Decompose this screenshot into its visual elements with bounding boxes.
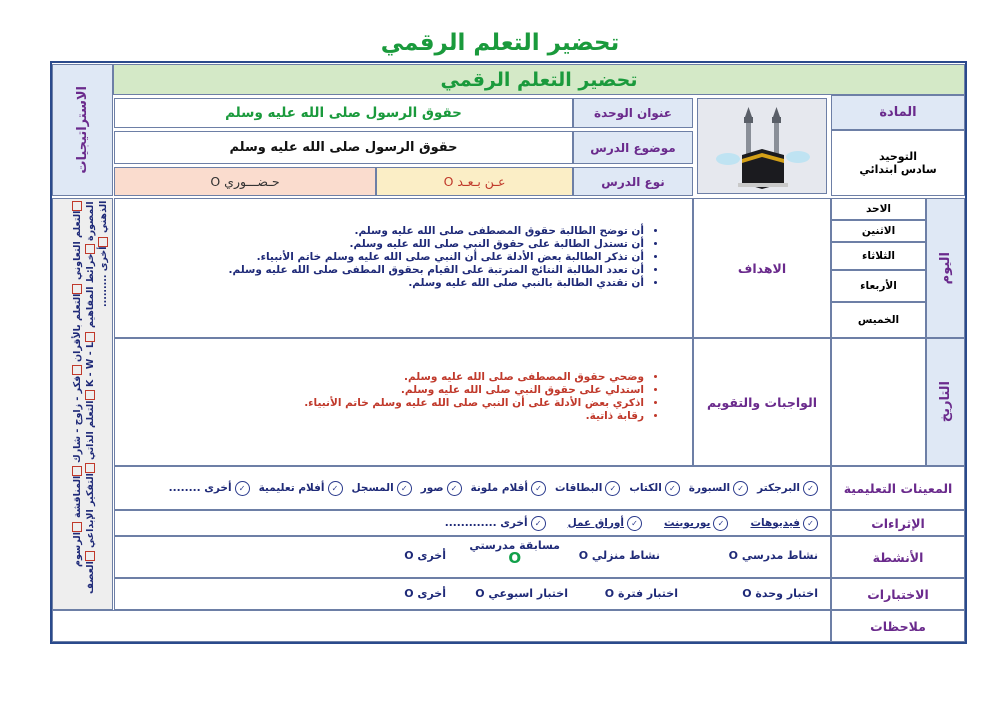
day-item-tuesday[interactable]: الثلاثاء [831,242,926,270]
aid-item[interactable]: ✓الكتاب [629,481,679,496]
teaching-aids-content [114,466,831,510]
homework-content [114,338,693,466]
activity-home[interactable]: نشاط منزلي O [578,549,660,562]
checkbox-icon [72,522,82,532]
lesson-topic-label: موضوع الدرس [573,131,693,164]
strategy-item[interactable]: العصف الذهني [85,201,109,594]
checkbox-icon [72,365,82,375]
homework-item: • اذكري بعض الأدلة على أن النبي صلى الله عليه وسلم خاتم الأنبياء. [115,397,644,410]
checkbox-icon [98,237,108,247]
strategy-item[interactable]: المناقشة [72,466,83,518]
test-other[interactable]: أخرى O [404,587,446,600]
aid-item[interactable]: ✓أخرى ........ [169,481,250,496]
aid-item[interactable]: ✓صور [421,481,462,496]
strategy-item[interactable]: الرسوم المصورة [72,201,96,567]
checkbox-icon [72,201,82,211]
date-value[interactable] [831,338,926,466]
enrichment-content [114,510,831,536]
test-period[interactable]: اختبار فترة O [604,587,678,600]
strategy-item[interactable]: التعلم بالأقران [72,284,83,362]
strategy-item[interactable]: التفكير الإبداعي [85,463,96,548]
lesson-type-inperson[interactable]: حـضـــوري O [114,167,376,196]
subject-label: المادة [831,95,965,130]
objective-item: • أن تقتدي الطالبة بالنبي صلى الله عليه وسلم. [115,277,644,290]
check-circle-icon: ✓ [235,481,250,496]
check-circle-icon: ✓ [803,481,818,496]
lesson-topic-value: حقوق الرسول صلى الله عليه وسلم [114,131,573,164]
activity-other[interactable]: أخرى O [404,549,446,562]
strategies-list [52,198,113,610]
homework-item: • رقابة ذاتية. [115,410,644,423]
strategies-header: الاستراتيجيات [52,64,113,196]
enrichment-item-other[interactable]: ✓أخرى ............. [445,516,546,531]
objective-item: • أن تعدد الطالبة النتائج المترتبة على القيام بحقوق المطفى صلى الله عليه وسلم. [115,264,644,277]
tests-label: الاختبارات [831,578,965,610]
strategy-item[interactable]: التعلم الذاتي [85,390,96,459]
checkbox-icon [85,390,95,400]
enrichment-item-worksheets[interactable]: ✓أوراق عمل [568,516,642,531]
activity-contest-circle: O [508,549,522,567]
day-item-monday[interactable]: الاثنين [831,220,926,242]
activities-content [114,536,831,578]
tests-content [114,578,831,610]
check-circle-icon: ✓ [328,481,343,496]
checkbox-icon [72,466,82,476]
subject-value [831,130,965,196]
aid-item[interactable]: ✓أفلام تعليمية [259,481,343,496]
lesson-type-label: نوع الدرس [573,167,693,196]
unit-title-label: عنوان الوحدة [573,98,693,128]
activity-contest[interactable] [469,539,560,565]
aid-item[interactable]: ✓البطاقات [555,481,620,496]
objective-item: • أن تذكر الطالبة بعض الأدلة على أن النبي صلى الله عليه وسلم خاتم الأنبياء. [115,251,644,264]
check-circle-icon: ✓ [531,516,546,531]
check-circle-icon: ✓ [627,516,642,531]
lesson-type-remote[interactable]: عـن بـعـد O [376,167,573,196]
homework-label: الواجبات والتقويم [693,338,831,466]
check-circle-icon: ✓ [665,481,680,496]
kaaba-image [697,98,827,194]
objectives-content [114,198,693,338]
homework-item: • وضحي حقوق المصطفى صلى الله عليه وسلم. [115,371,644,384]
activity-contest-label: مسابقة مدرستي [469,539,560,552]
enrichment-item-videos[interactable]: ✓فيديوهات [750,516,818,531]
kaaba-illustration-icon [698,99,826,193]
objectives-label: الاهداف [693,198,831,338]
check-circle-icon: ✓ [605,481,620,496]
check-circle-icon: ✓ [733,481,748,496]
check-circle-icon: ✓ [397,481,412,496]
objective-item: • أن تستدل الطالبة على حقوق النبي صلى الله عليه وسلم. [115,238,644,251]
day-item-wednesday[interactable]: الأربعاء [831,270,926,302]
checkbox-icon [85,332,95,342]
page-title: تحضير التعلم الرقمي [380,30,620,56]
homework-item: • استدلي على حقوق النبي صلى الله عليه وسلم. [115,384,644,397]
unit-title-value: حقوق الرسول صلى الله عليه وسلم [114,98,573,128]
date-header: التاريخ [926,338,965,466]
strategy-item[interactable]: K - W - L [85,332,96,387]
day-header: اليوم [926,198,965,338]
checkbox-icon [85,463,95,473]
inner-title: تحضير التعلم الرقمي [113,64,965,95]
checkbox-icon [85,551,95,561]
enrichment-item-powerpoint[interactable]: ✓بوربوينت [664,516,728,531]
aid-item[interactable]: ✓البرجكتر [757,481,818,496]
checkbox-icon [72,284,82,294]
check-circle-icon: ✓ [447,481,462,496]
subject-name: التوحيد [878,150,918,163]
strategy-item[interactable]: أخرى ......... [98,237,109,308]
strategy-item[interactable]: خرائط المفاهيم [85,244,96,329]
activities-label: الأنشطة [831,536,965,578]
aid-item[interactable]: ✓أقلام ملونة [471,481,546,496]
aid-item[interactable]: ✓المسجل [352,481,412,496]
notes-content[interactable] [52,610,831,642]
check-circle-icon: ✓ [713,516,728,531]
strategy-item[interactable]: فكر - زاوج - شارك [72,365,83,462]
enrichment-label: الإثراءات [831,510,965,536]
day-item-sunday[interactable]: الاحد [831,198,926,220]
checkbox-icon [85,244,95,254]
teaching-aids-label: المعينات التعليمية [831,466,965,510]
activity-school[interactable]: نشاط مدرسي O [728,549,818,562]
check-circle-icon: ✓ [531,481,546,496]
test-unit[interactable]: اختبار وحدة O [742,587,818,600]
strategy-item[interactable]: التعلم التعاوني [72,201,83,280]
subject-grade: سادس ابتدائي [859,163,937,176]
day-item-thursday[interactable]: الخميس [831,302,926,338]
notes-label: ملاحظات [831,610,965,642]
check-circle-icon: ✓ [803,516,818,531]
aid-item[interactable]: ✓السبورة [689,481,748,496]
test-weekly[interactable]: اختبار اسبوعي O [475,587,568,600]
objective-item: • أن توضح الطالبة حقوق المصطفى صلى الله عليه وسلم. [115,225,644,238]
